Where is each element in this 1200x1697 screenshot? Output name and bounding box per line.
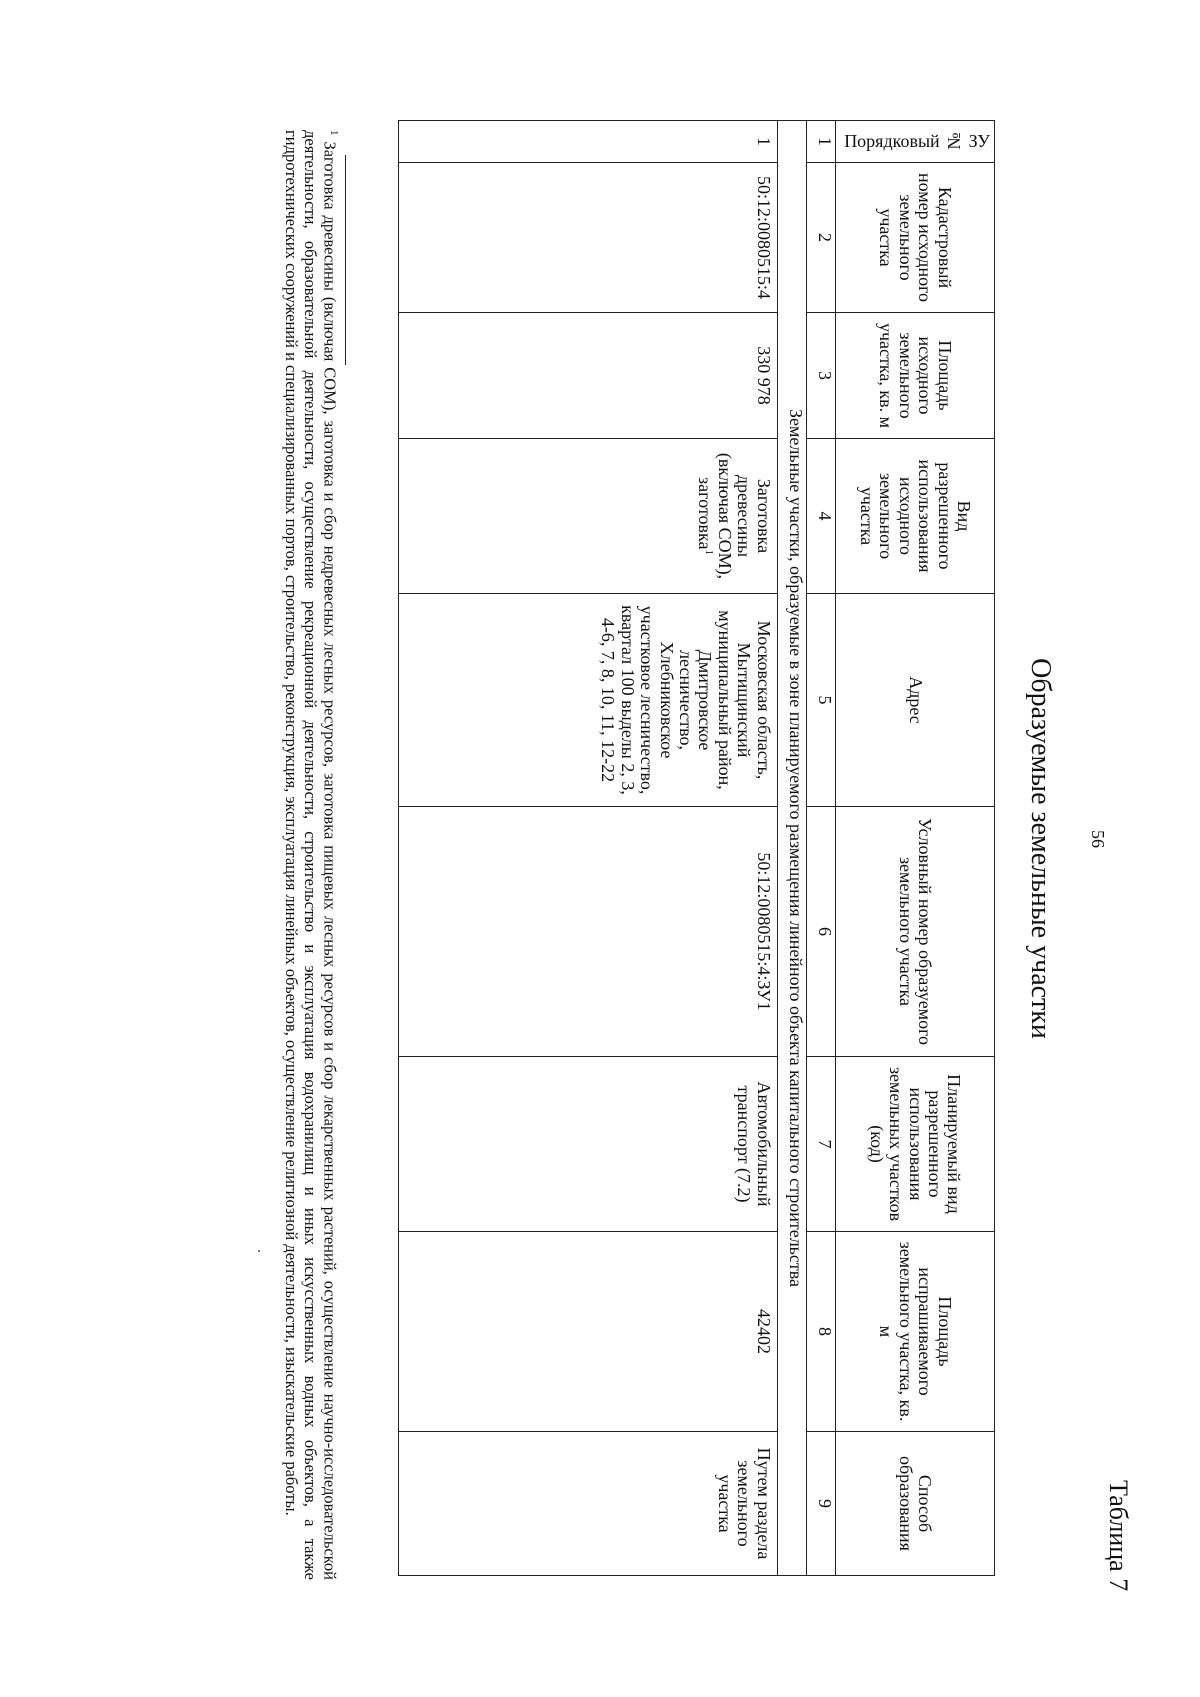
column-number: 3 <box>806 313 835 439</box>
column-number: 9 <box>806 1432 835 1576</box>
footnote-mark: 1 <box>703 549 716 555</box>
column-number: 6 <box>806 807 835 1057</box>
header-cell: Площадь испрашиваемого земельного участка, кв. м <box>835 1232 994 1432</box>
footnote-text: Заготовка древесины (включая СОМ), заготовка и сбор недревесных лесных ресурсов, заготовка пищевых лесных ресурсов и сбор лекарственных растений, осуществление научно-исследовательской деятельности, образовательной деятельности, осуществление рекреационной деятельности, строительство и эксплуатация водохранилищ и иных искусственных водных объектов, а также гидротехнических сооружений и специализированных портов, строительство, реконструкция, эксплуатация линейных объектов, осуществление религиозной деятельности, изыскательские работы. <box>281 130 340 1580</box>
column-number: 7 <box>806 1057 835 1232</box>
table-header-row <box>835 121 994 1576</box>
header-cell: Площадь исходного земельного участка, кв. м <box>835 313 994 439</box>
cell-area-source: 330 978 <box>398 313 777 439</box>
cell-conditional-number: 50:12:0080515:4:ЗУ1 <box>398 807 777 1057</box>
header-cell: Адрес <box>835 594 994 807</box>
scan-speck <box>258 1250 260 1252</box>
column-number: 1 <box>806 121 835 163</box>
cell-use-source: Заготовка древесины (включая СОМ), заготовка$^1$ <box>398 439 777 594</box>
footnote <box>281 130 340 1580</box>
column-number: 4 <box>806 439 835 594</box>
column-number: 8 <box>806 1232 835 1432</box>
footnote-divider <box>345 155 346 365</box>
column-number: 2 <box>806 163 835 313</box>
footnote-number: 1 <box>328 130 340 136</box>
column-number: 5 <box>806 594 835 807</box>
cell-address: Московская область, Мытищинский муниципальный район, Дмитровское лесничество, Хлебниковское участковое лесничество, квартал 100 выделы 2, 3, 4-6, 7, 8, 10, 11, 12-22 <box>398 594 777 807</box>
header-cell: Кадастровый номер исходного земельного участка <box>835 163 994 313</box>
page-number: 56 <box>1088 830 1108 848</box>
section-row <box>777 121 806 1576</box>
cell-method: Путем раздела земельного участка <box>398 1432 777 1576</box>
header-cell: Способ образования <box>835 1432 994 1576</box>
page-heading: Образуемые земельные участки <box>1025 658 1056 1039</box>
header-cell: Вид разрешенного использования исходного земельного участка <box>835 439 994 594</box>
cell-n: 1 <box>398 121 777 163</box>
table-row <box>398 121 777 1576</box>
header-cell: Условный номер образуемого земельного участка <box>835 807 994 1057</box>
table-label: Таблица 7 <box>1104 1480 1133 1592</box>
header-cell: Порядковый № ЗУ <box>835 121 994 163</box>
cell-area-requested: 42402 <box>398 1232 777 1432</box>
cell-cadastral: 50:12:0080515:4 <box>398 163 777 313</box>
cell-planned-use: Автомобильный транспорт (7.2) <box>398 1057 777 1232</box>
land-plots-table <box>398 120 995 1576</box>
header-cell: Планируемый вид разрешенного использования земельных участков (код) <box>835 1057 994 1232</box>
column-number-row <box>806 121 835 1576</box>
section-title: Земельные участки, образуемые в зоне планируемого размещения линейного объекта капитального строительства <box>777 121 806 1576</box>
